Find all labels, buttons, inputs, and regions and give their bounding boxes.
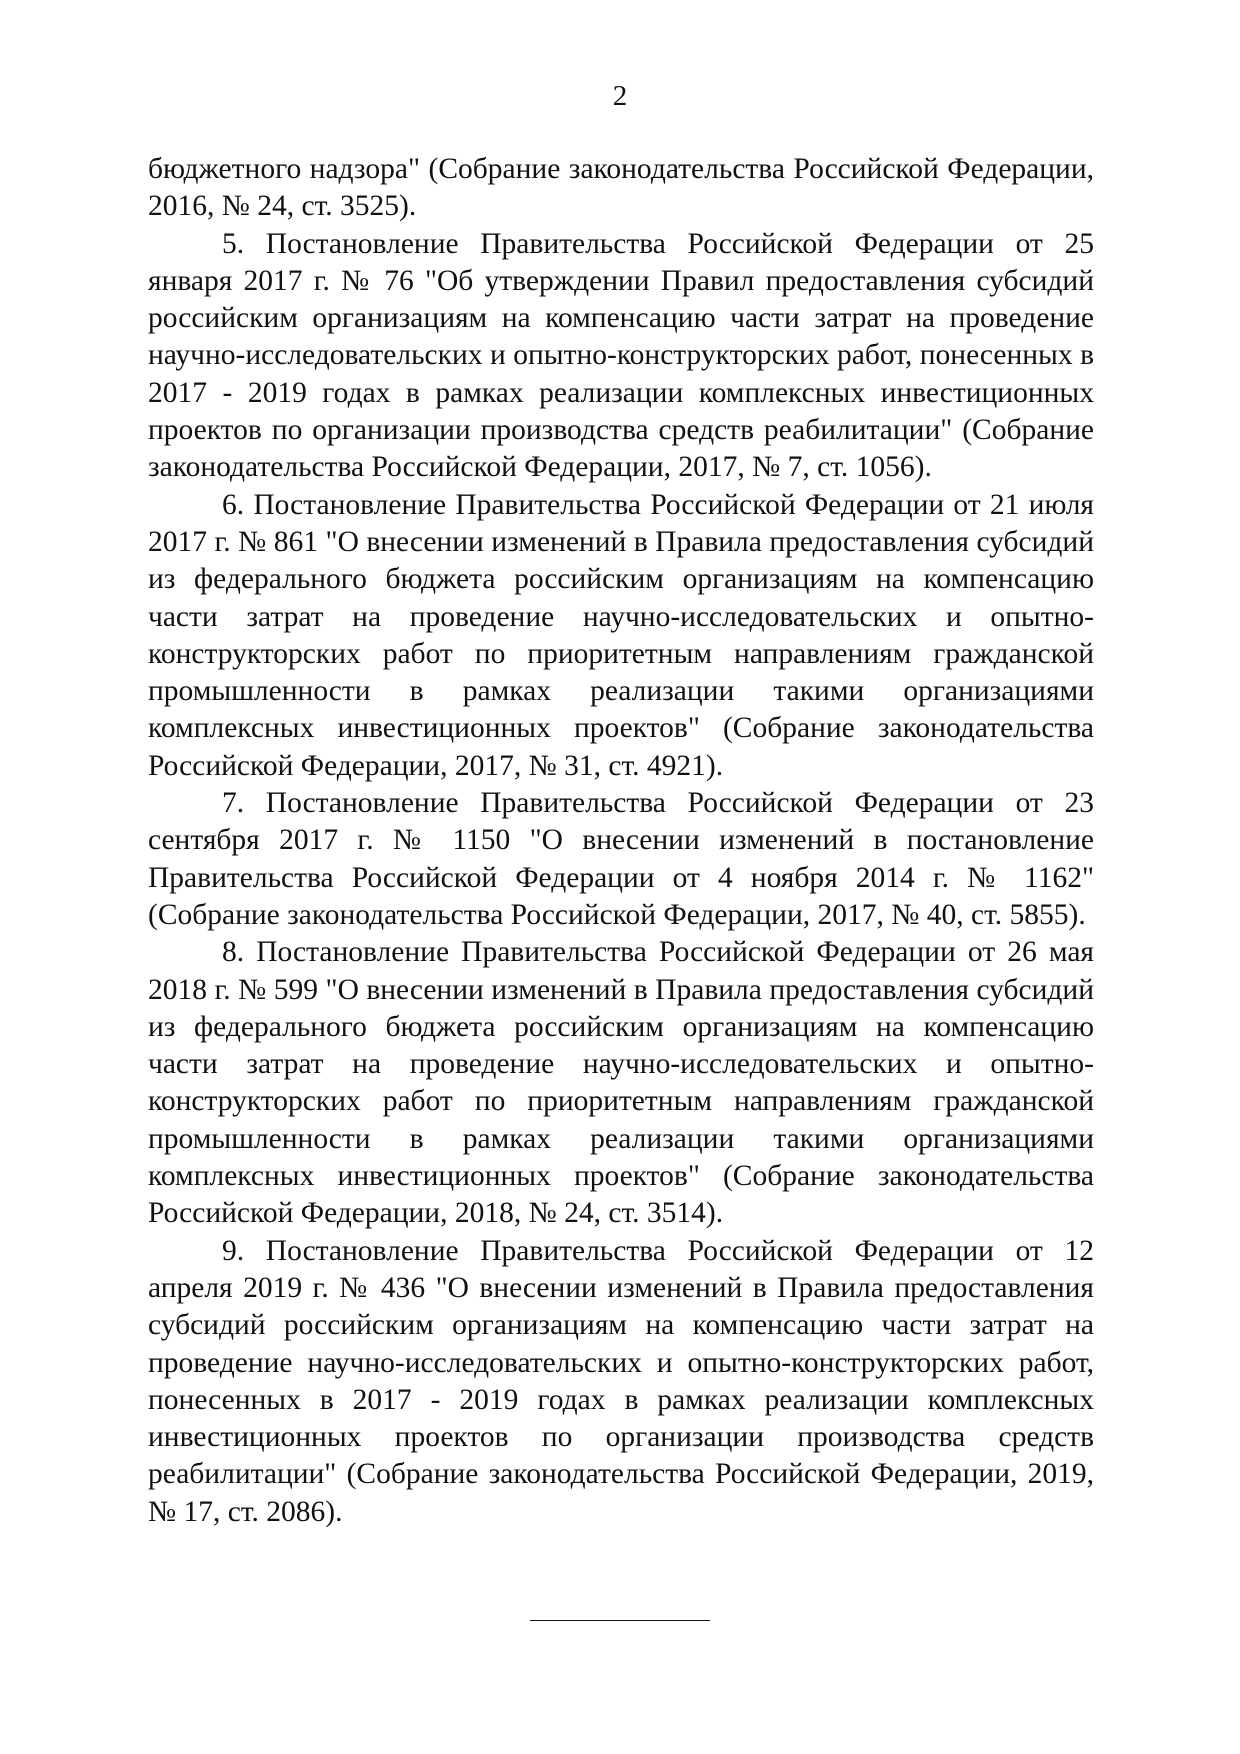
list-item-8: 8. Постановление Правительства Российской Федерации от 26 мая 2018 г. № 599 "О внесении изменений в Правила предоставления субсидий из федерального бюджета российским организациям на компенсацию части затрат на проведение научно-исследовательских и опытно-конструкторских работ по приоритетным направлениям гражданской промышленности в рамках реализации такими организациями комплексных инвестиционных проектов" (Собрание законодательства Российской Федерации, 2018, № 24, ст. 3514). bbox=[148, 936, 1094, 1230]
page-number: 2 bbox=[612, 80, 628, 112]
paragraph-continuation: бюджетного надзора" (Собрание законодательства Российской Федерации, 2016, № 24, ст. 3525). bbox=[148, 153, 1094, 223]
end-divider bbox=[530, 1620, 710, 1621]
list-item-7: 7. Постановление Правительства Российской Федерации от 23 сентября 2017 г. № 1150 "О внесении изменений в постановление Правительства Российской Федерации от 4 ноября 2014 г. № 1162" (Собрание законодательства Российской Федерации, 2017, № 40, ст. 5855). bbox=[148, 787, 1094, 931]
document-body bbox=[148, 151, 1094, 1531]
list-item-6: 6. Постановление Правительства Российской Федерации от 21 июля 2017 г. № 861 "О внесении изменений в Правила предоставления субсидий из федерального бюджета российским организациям на компенсацию части затрат на проведение научно-исследовательских и опытно-конструкторских работ по приоритетным направлениям гражданской промышленности в рамках реализации такими организациями комплексных инвестиционных проектов" (Собрание законодательства Российской Федерации, 2017, № 31, ст. 4921). bbox=[148, 488, 1094, 782]
list-item-5: 5. Постановление Правительства Российской Федерации от 25 января 2017 г. № 76 "Об утверждении Правил предоставления субсидий российским организациям на компенсацию части затрат на проведение научно-исследовательских и опытно-конструкторских работ, понесенных в 2017 - 2019 годах в рамках реализации комплексных инвестиционных проектов по организации производства средств реабилитации" (Собрание законодательства Российской Федерации, 2017, № 7, ст. 1056). bbox=[148, 227, 1094, 484]
list-item-9: 9. Постановление Правительства Российской Федерации от 12 апреля 2019 г. № 436 "О внесении изменений в Правила предоставления субсидий российским организациям на компенсацию части затрат на проведение научно-исследовательских и опытно-конструкторских работ, понесенных в 2017 - 2019 годах в рамках реализации комплексных инвестиционных проектов по организации производства средств реабилитации" (Собрание законодательства Российской Федерации, 2019, № 17, ст. 2086). bbox=[148, 1234, 1094, 1528]
